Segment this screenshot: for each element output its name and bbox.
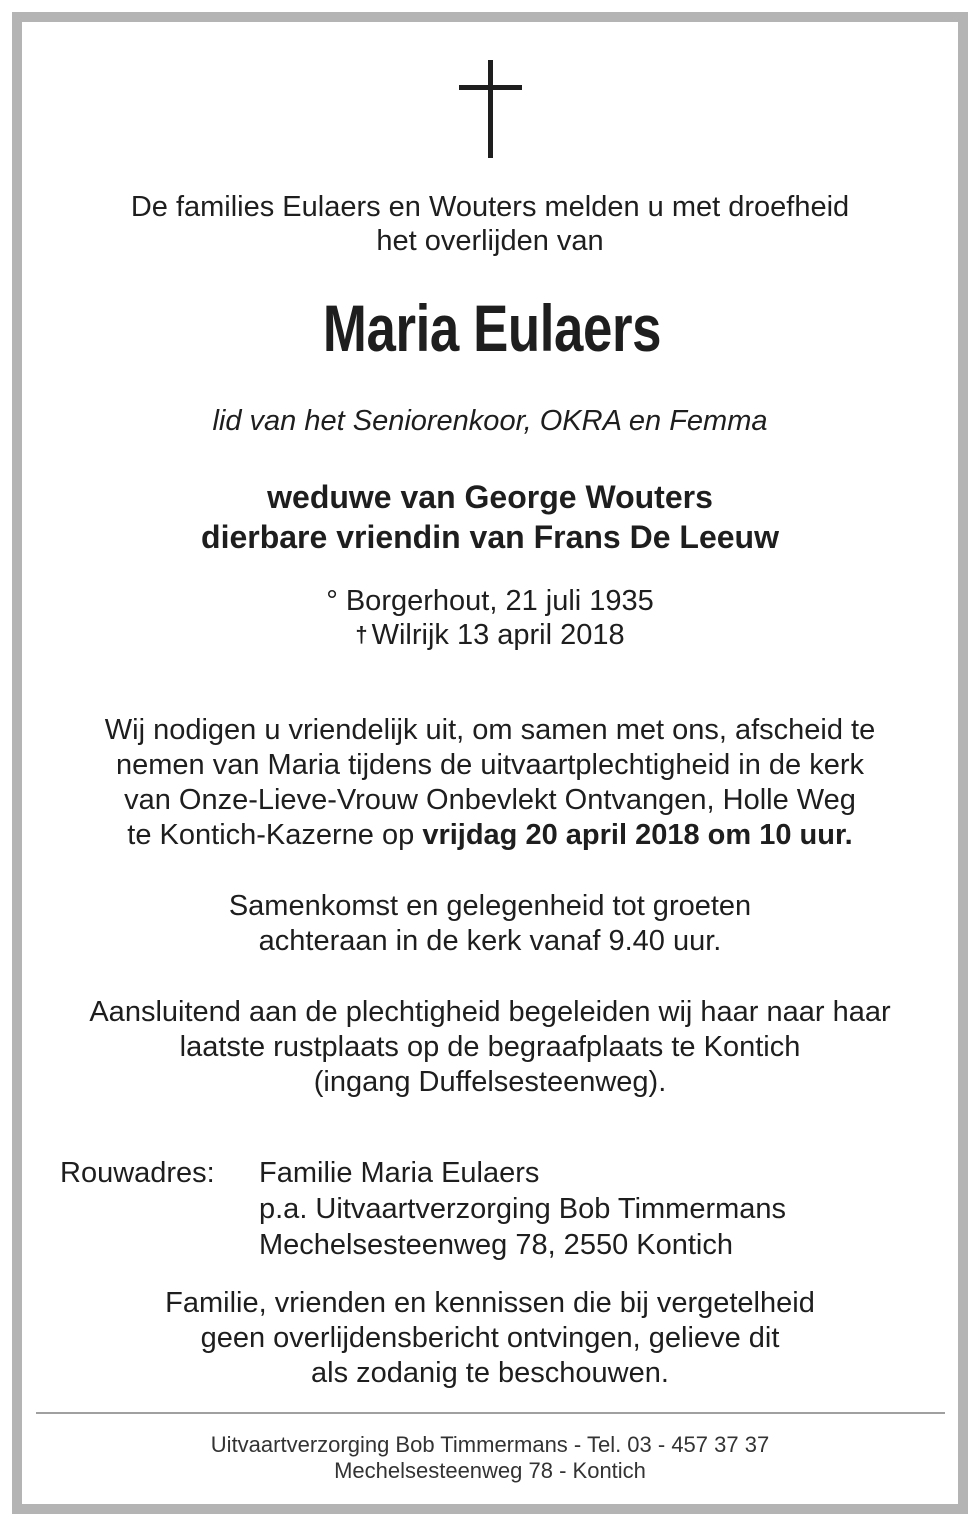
gathering-text — [0, 889, 980, 959]
invitation-location: te Kontich-Kazerne op — [127, 819, 423, 851]
address-line: p.a. Uitvaartverzorging Bob Timmermans — [259, 1193, 787, 1225]
burial-line: Aansluitend aan de plechtigheid begeleiden wij haar naar haar — [89, 996, 891, 1028]
gathering-line: achteraan in de kerk vanaf 9.40 uur. — [258, 925, 722, 957]
death-date-line — [0, 618, 980, 652]
invitation-line: nemen van Maria tijdens de uitvaartplechtigheid in de kerk — [116, 749, 864, 781]
relation-line: dierbare vriendin van Frans De Leeuw — [201, 519, 779, 555]
invitation-line: Wij nodigen u vriendelijk uit, om samen met ons, afscheid te — [104, 714, 876, 746]
relations-text — [0, 477, 980, 557]
notice-line: Familie, vrienden en kennissen die bij vergetelheid — [165, 1287, 815, 1319]
burial-line: (ingang Duffelsesteenweg). — [313, 1066, 667, 1098]
relation-line: weduwe van George Wouters — [267, 479, 713, 515]
cross-icon — [459, 60, 523, 160]
notice-line: geen overlijdensbericht ontvingen, gelieve dit — [200, 1322, 780, 1354]
intro-text — [0, 190, 980, 258]
mourning-address — [259, 1155, 786, 1263]
address-line: Familie Maria Eulaers — [259, 1157, 540, 1189]
address-line: Mechelsesteenweg 78, 2550 Kontich — [259, 1229, 733, 1261]
invitation-line: van Onze-Lieve-Vrouw Onbevlekt Ontvangen, Holle Weg — [124, 784, 856, 816]
footer-line: Uitvaartverzorging Bob Timmermans - Tel. 03 - 457 37 37 — [210, 1432, 770, 1457]
death-date: Wilrijk 13 april 2018 — [371, 619, 625, 651]
mourning-address-label: Rouwadres: — [60, 1157, 215, 1189]
burial-text — [0, 995, 980, 1100]
footer-divider — [36, 1412, 945, 1414]
funeral-invitation — [0, 713, 980, 853]
footer-line: Mechelsesteenweg 78 - Kontich — [334, 1458, 646, 1483]
funeral-date: vrijdag 20 april 2018 om 10 uur. — [422, 819, 853, 851]
dagger-icon: † — [355, 622, 368, 647]
birth-date: ° Borgerhout, 21 juli 1935 — [326, 585, 654, 617]
intro-line: het overlijden van — [376, 225, 604, 257]
notice-text — [0, 1286, 980, 1391]
invitation-line — [0, 818, 980, 853]
deceased-name: Maria Eulaers — [322, 291, 662, 365]
membership-text: lid van het Seniorenkoor, OKRA en Femma — [212, 405, 768, 437]
burial-line: laatste rustplaats op de begraafplaats te Kontich — [179, 1031, 801, 1063]
life-dates — [0, 584, 980, 652]
gathering-line: Samenkomst en gelegenheid tot groeten — [228, 890, 752, 922]
notice-line: als zodanig te beschouwen. — [311, 1357, 669, 1389]
footer — [0, 1432, 980, 1484]
intro-line: De families Eulaers en Wouters melden u met droefheid — [130, 191, 850, 223]
